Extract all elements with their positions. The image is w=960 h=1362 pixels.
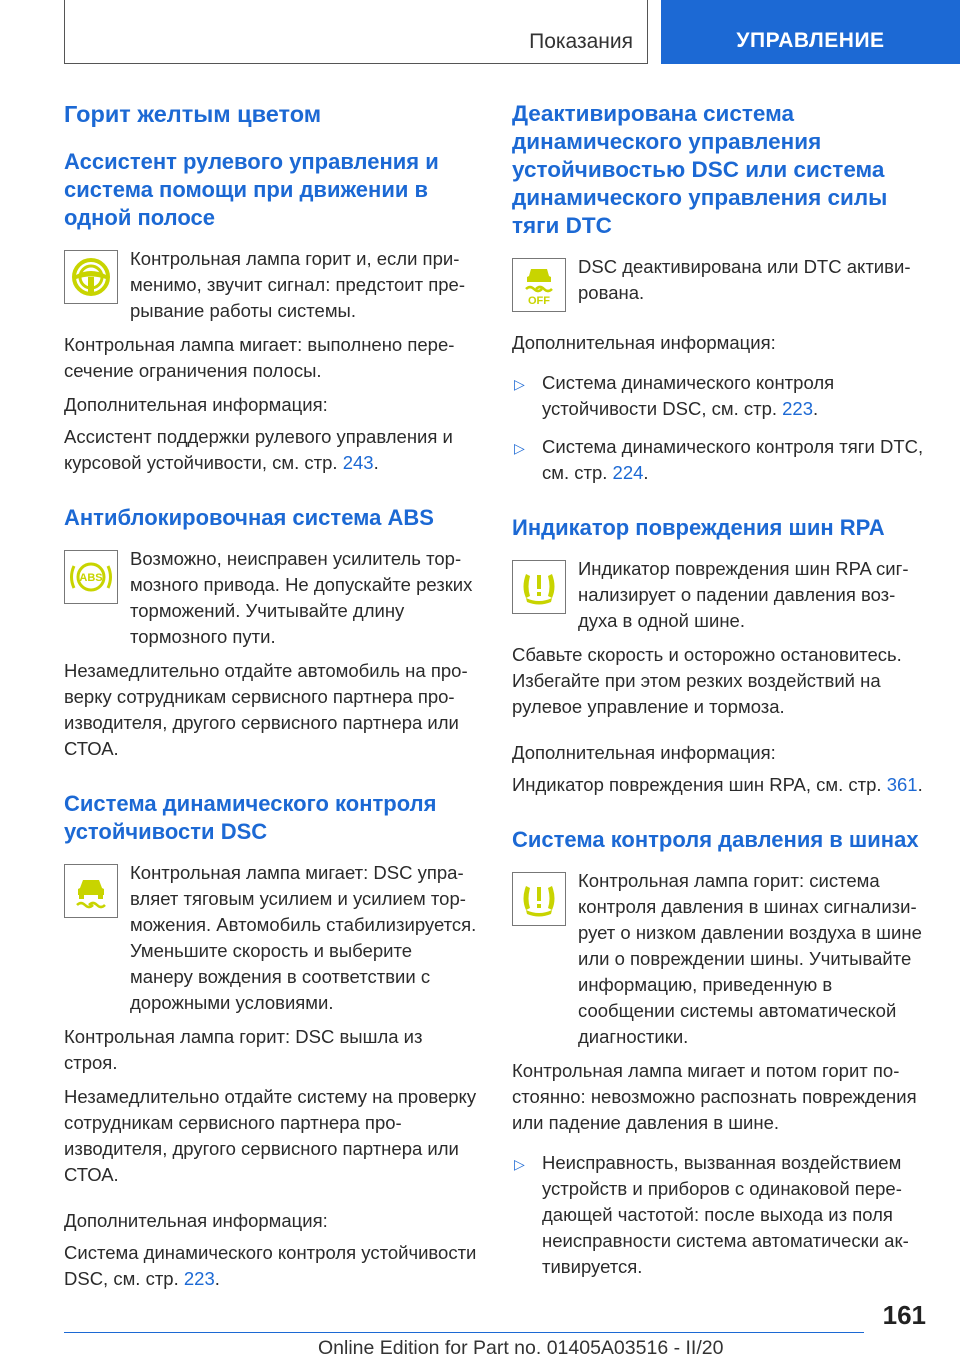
abs-block bbox=[64, 546, 478, 650]
dsc-off-text1: DSC деактивирована или DTC активирована. bbox=[578, 256, 911, 303]
lane-assist-ref bbox=[64, 424, 478, 476]
rpa-more: Дополнительная информация: bbox=[512, 742, 776, 763]
header-frame bbox=[64, 0, 648, 64]
list-item bbox=[512, 434, 928, 486]
lane-assist-heading: Ассистент рулевого управления и система помощи при движении в одной полосе bbox=[64, 149, 439, 230]
tire-pressure-icon bbox=[512, 872, 566, 926]
off-label: OFF bbox=[528, 295, 550, 307]
page-link[interactable]: 223 bbox=[782, 398, 814, 419]
ref-end: . bbox=[643, 462, 649, 483]
list-item bbox=[512, 370, 928, 422]
edition-footer: Online Edition for Part no. 01405A03516 - II/20 bbox=[318, 1337, 724, 1359]
rpa-heading: Индикатор повреждения шин RPA bbox=[512, 515, 885, 540]
tire-warning-icon bbox=[512, 560, 566, 614]
left-column bbox=[64, 100, 478, 1292]
ref-end: . bbox=[214, 1268, 220, 1289]
dsc-off-heading: Деактивирована система динамического управления устойчивостью DSC или система динамического управления силы тяги DTC bbox=[512, 101, 888, 238]
ref-end: . bbox=[813, 398, 819, 419]
abs-text2: Незамедлительно отдайте автомобиль на проверку сотрудникам сервисного партнера производителя, другого сервисного партнера или СТОА. bbox=[64, 660, 468, 759]
lane-assist-block bbox=[64, 246, 478, 324]
list-item bbox=[512, 1150, 928, 1280]
triangle-bullet-icon: ▷ bbox=[514, 440, 525, 456]
rpa-ref bbox=[512, 772, 928, 798]
page-link[interactable]: 223 bbox=[183, 1268, 215, 1289]
ref-text: Индикатор повреждения шин RPA, см. стр. bbox=[512, 774, 887, 795]
footer-divider bbox=[64, 1332, 864, 1333]
dsc-icon bbox=[64, 864, 118, 918]
lane-assist-more: Дополнительная информация: bbox=[64, 394, 328, 415]
dsc-text2: Контрольная лампа горит: DSC вышла из строя. bbox=[64, 1026, 423, 1073]
dsc-heading: Система динамического контроля устойчивости DSC bbox=[64, 791, 437, 844]
section-title: Показания bbox=[529, 30, 633, 53]
ref-text: Ассистент поддержки рулевого управления и курсовой устойчивости, см. стр. bbox=[64, 426, 453, 473]
rpa-text1: Индикатор повреждения шин RPA сигнализирует о падении давления воздуха в одной шине. bbox=[578, 558, 909, 631]
list-item-text: Неисправность, вызванная воздействием устройств и приборов с одинаковой передающей частотой: после выхода из поля неисправности система автоматически активируется. bbox=[542, 1152, 909, 1277]
tpm-block bbox=[512, 868, 928, 1050]
tpm-text1: Контрольная лампа горит: система контроля давления в шинах сигнализирует о низком давлении воздуха в шине или о повреждении шины. Учитывайте информацию, приведенную в сообщении системы автоматической диагностики. bbox=[578, 870, 922, 1047]
triangle-bullet-icon: ▷ bbox=[514, 1156, 525, 1172]
abs-text1: Возможно, неисправен усилитель тормозного привода. Не допускайте резких торможений. Учитывайте длину тормозного пути. bbox=[130, 548, 473, 647]
dsc-ref bbox=[64, 1240, 478, 1292]
triangle-bullet-icon: ▷ bbox=[514, 376, 525, 392]
tpm-heading: Система контроля давления в шинах bbox=[512, 827, 919, 852]
dsc-text1: Контрольная лампа мигает: DSC управляет тяговым усилием и усилием торможения. Автомобиль стабилизируется. Уменьшите скорость и выберите манеру вождения в соответствии с дорожными условиями. bbox=[130, 862, 477, 1013]
abs-icon bbox=[64, 550, 118, 604]
ref-end: . bbox=[917, 774, 923, 795]
page-link[interactable]: 361 bbox=[886, 774, 918, 795]
tpm-text2: Контрольная лампа мигает и потом горит постоянно: невозможно распознать повреждения или падение давления в шине. bbox=[512, 1060, 917, 1133]
steering-wheel-icon bbox=[64, 250, 118, 304]
dsc-more: Дополнительная информация: bbox=[64, 1210, 328, 1231]
page-link[interactable]: 243 bbox=[342, 452, 374, 473]
abs-heading: Антиблокировочная система ABS bbox=[64, 505, 434, 530]
chapter-tab[interactable] bbox=[661, 0, 960, 64]
dsc-text3: Незамедлительно отдайте систему на проверку сотрудникам сервисного партнера производителя, другого сервисного партнера или СТОА. bbox=[64, 1086, 477, 1185]
page-link[interactable]: 224 bbox=[612, 462, 644, 483]
dsc-off-ref-list bbox=[512, 370, 928, 486]
dsc-off-block bbox=[512, 254, 928, 306]
ref-end: . bbox=[373, 452, 379, 473]
lane-assist-text1: Контрольная лампа горит и, если применимо, звучит сигнал: предстоит прерывание работы системы. bbox=[130, 248, 465, 321]
section-heading-yellow: Горит желтым цветом bbox=[64, 101, 322, 127]
abs-icon-label: ABS bbox=[79, 572, 103, 584]
lane-assist-text2: Контрольная лампа мигает: выполнено пересечение ограничения полосы. bbox=[64, 334, 455, 381]
dsc-off-more: Дополнительная информация: bbox=[512, 332, 776, 353]
chapter-label: УПРАВЛЕНИЕ bbox=[736, 29, 885, 52]
ref-text: Система динамического контроля устойчивости DSC, см. стр. bbox=[64, 1242, 477, 1289]
rpa-block bbox=[512, 556, 928, 634]
ref-text: Система динамического контроля тяги DTC, см. стр. bbox=[542, 436, 924, 483]
rpa-text2: Сбавьте скорость и осторожно остановитесь. Избегайте при этом резких воздействий на рулевое управление и тормоза. bbox=[512, 644, 902, 717]
ref-text: Система динамического контроля устойчивости DSC, см. стр. bbox=[542, 372, 835, 419]
dsc-block bbox=[64, 860, 478, 1016]
page-number: 161 bbox=[882, 1300, 926, 1330]
dsc-off-icon bbox=[512, 258, 566, 312]
tpm-list bbox=[512, 1150, 928, 1280]
right-column bbox=[512, 100, 928, 1280]
